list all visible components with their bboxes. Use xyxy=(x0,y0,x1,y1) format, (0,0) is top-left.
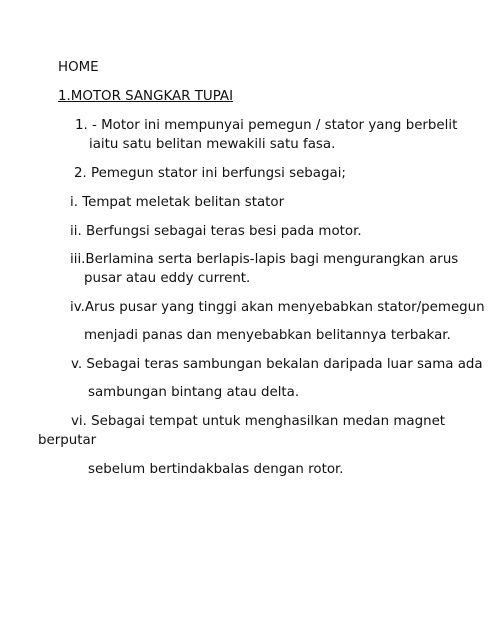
list-item: i. Tempat meletak belitan stator xyxy=(70,195,285,210)
list-item: iv.Arus pusar yang tinggi akan menyebabkan stator/pemegun xyxy=(70,300,485,315)
paragraph-line: 1. - Motor ini mempunyai pemegun / stator yang berbelit xyxy=(75,118,458,133)
home-label: HOME xyxy=(58,60,99,75)
list-item: v. Sebagai teras sambungan bekalan daripada luar sama ada xyxy=(71,357,483,372)
paragraph-line: 2. Pemegun stator ini berfungsi sebagai; xyxy=(74,166,346,181)
list-item-continuation: menjadi panas dan menyebabkan belitannya terbakar. xyxy=(84,328,451,343)
list-item-continuation: pusar atau eddy current. xyxy=(84,271,251,286)
list-item: vi. Sebagai tempat untuk menghasilkan medan magnet xyxy=(71,414,446,429)
paragraph-line: iaitu satu belitan mewakili satu fasa. xyxy=(89,137,336,152)
section-title: 1.MOTOR SANGKAR TUPAI xyxy=(58,89,234,104)
list-item-continuation: berputar xyxy=(38,433,97,448)
list-item: iii.Berlamina serta berlapis-lapis bagi mengurangkan arus xyxy=(70,252,459,267)
list-item: ii. Berfungsi sebagai teras besi pada motor. xyxy=(70,224,362,239)
list-item-continuation: sebelum bertindakbalas dengan rotor. xyxy=(88,462,344,477)
list-item-continuation: sambungan bintang atau delta. xyxy=(88,385,300,400)
